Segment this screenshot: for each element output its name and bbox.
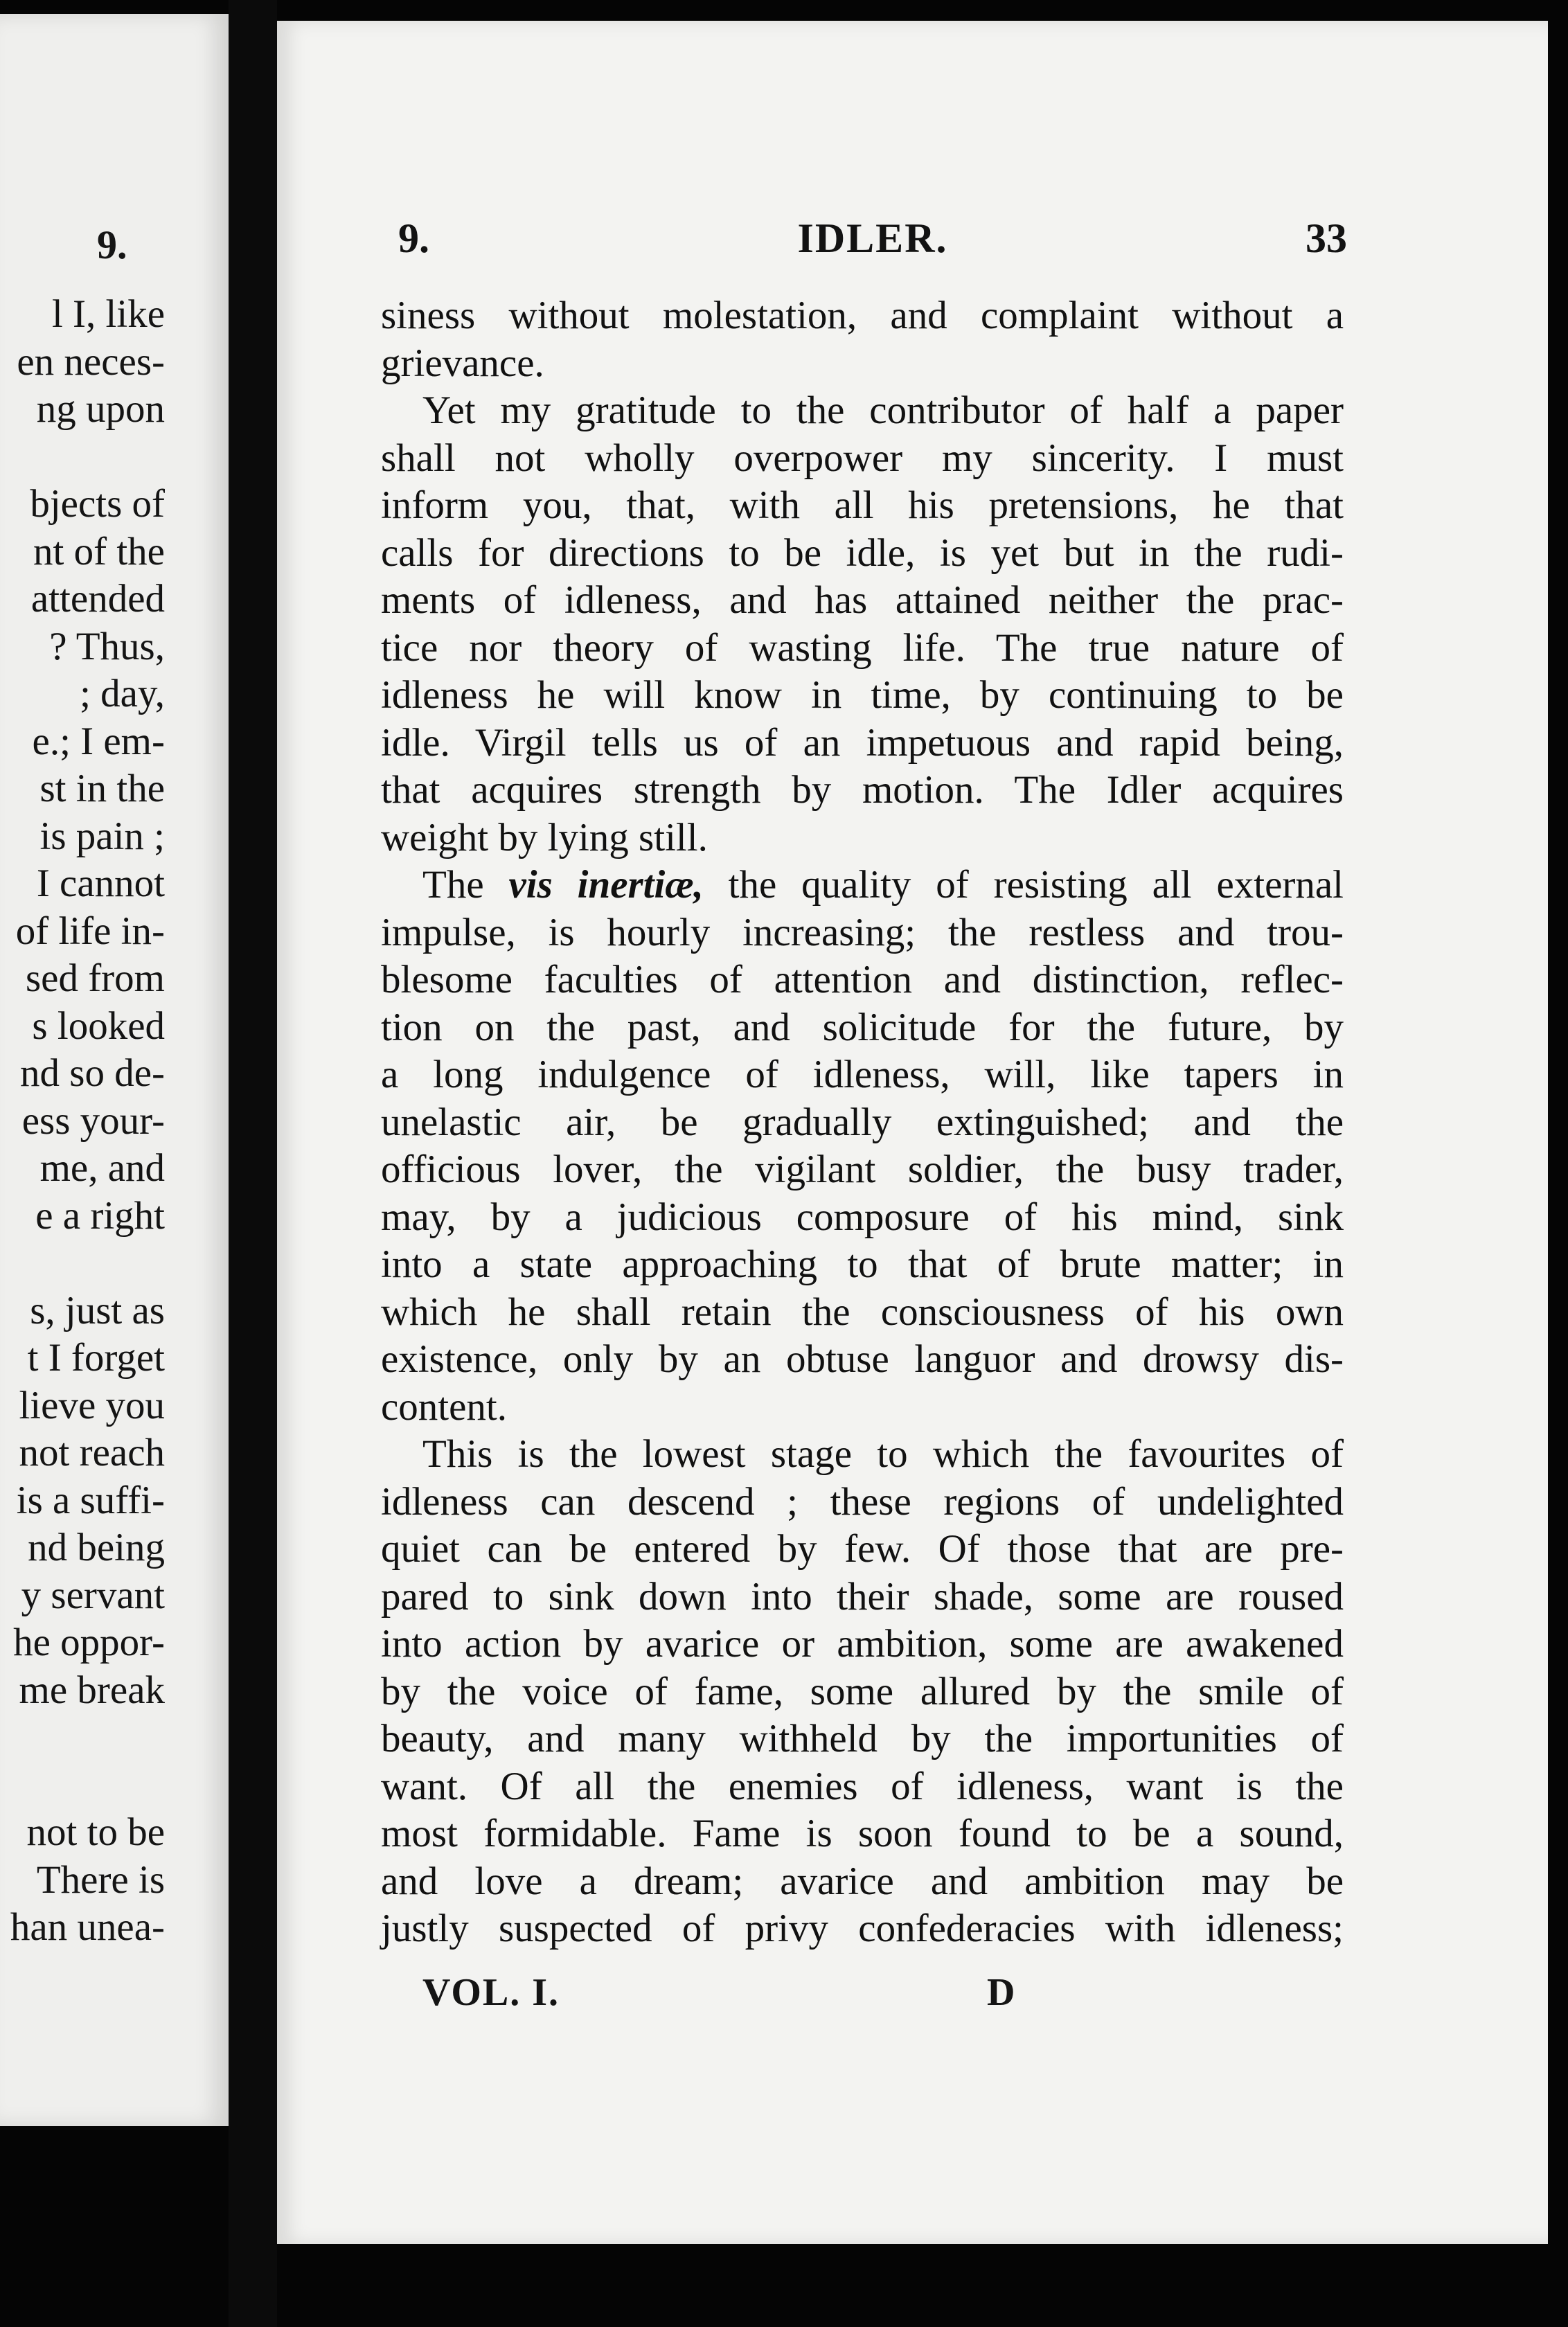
text-line: grievance.: [381, 341, 544, 385]
text-line: idleness he will know in time, by continuing to be: [381, 673, 1344, 717]
left-line: attended: [30, 577, 165, 621]
text-line: content.: [381, 1384, 508, 1429]
text-line: impulse, is hourly increasing; the restless and trou-: [381, 910, 1344, 954]
left-line: han unea-: [10, 1905, 165, 1949]
text-line: calls for directions to be idle, is yet but in the rudi-: [381, 531, 1344, 575]
left-line: of life in-: [15, 909, 165, 953]
text-line: officious lover, the vigilant soldier, the busy trader,: [381, 1148, 1344, 1191]
left-line: bjects of: [30, 482, 165, 526]
left-line: There is: [36, 1857, 165, 1902]
left-line: [10, 1714, 165, 1762]
text-line: idleness can descend ; these regions of undelighted: [381, 1479, 1344, 1524]
text-line: want. Of all the enemies of idleness, want is the: [381, 1764, 1344, 1808]
left-line: s, just as: [30, 1288, 165, 1332]
left-line: [10, 1240, 165, 1287]
text-line: blesome faculties of attention and distinction, reflec-: [381, 958, 1344, 1001]
left-line: not reach: [19, 1431, 165, 1474]
running-title: IDLER.: [797, 215, 948, 261]
text-line: beauty, and many withheld by the importunities of: [381, 1717, 1344, 1760]
volume-label: VOL. I.: [422, 1971, 560, 2014]
text-line: unelastic air, be gradually extinguished; and the: [381, 1100, 1344, 1144]
left-line: ng upon: [36, 387, 165, 431]
left-line: lieve you: [19, 1383, 165, 1427]
text-line: idle. Virgil tells us of an impetuous and rapid being,: [381, 720, 1344, 765]
left-line: me, and: [39, 1146, 165, 1190]
left-page-text: [10, 291, 165, 1952]
italic-phrase: vis inertiæ,: [508, 863, 704, 907]
body-text: [381, 292, 1344, 1953]
text-line: shall not wholly overpower my sincerity. I must: [381, 436, 1344, 480]
text-line: by the voice of fame, some allured by the smile of: [381, 1669, 1344, 1713]
left-line: he oppor-: [13, 1621, 165, 1664]
left-line: me break: [19, 1668, 165, 1712]
text-line: which he shall retain the consciousness of his own: [381, 1290, 1344, 1334]
left-line: sed from: [25, 956, 165, 1000]
left-line: ? Thus,: [49, 624, 165, 668]
text-line: and love a dream; avarice and ambition may be: [381, 1859, 1344, 1903]
book-gutter: [229, 0, 277, 2327]
text-line: existence, only by an obtuse languor and drowsy dis-: [381, 1337, 1344, 1381]
text-segment: the quality of resisting all external: [703, 863, 1344, 907]
left-line: [10, 434, 165, 481]
left-page-header: 9.: [97, 222, 127, 267]
left-line: en neces-: [17, 339, 165, 384]
text-line: that acquires strength by motion. The Idler acquires: [381, 768, 1344, 812]
text-line: ments of idleness, and has attained neither the prac-: [381, 578, 1344, 622]
page-number: 33: [1306, 215, 1347, 261]
text-line: weight by lying still.: [381, 815, 708, 859]
text-line: siness without molestation, and complaint without a: [381, 294, 1344, 337]
text-line-vis-inertiae: [381, 862, 1344, 909]
text-line: tion on the past, and solicitude for the future, by: [381, 1005, 1344, 1049]
left-line: ; day,: [80, 672, 165, 715]
text-line: quiet can be entered by few. Of those that are pre-: [381, 1527, 1344, 1571]
left-line: is pain ;: [39, 814, 165, 858]
text-line: into action by avarice or ambition, some are awakened: [381, 1622, 1344, 1666]
left-line: ess your-: [21, 1098, 165, 1143]
left-line: y servant: [21, 1573, 165, 1617]
number-left: 9.: [398, 215, 429, 261]
left-line: nt of the: [33, 529, 165, 573]
text-line: most formidable. Fame is soon found to be a sound,: [381, 1812, 1344, 1855]
left-line: [10, 1762, 165, 1810]
signature-mark: D: [987, 1971, 1015, 2014]
left-line: nd so de-: [20, 1051, 165, 1095]
left-line: nd being: [28, 1526, 165, 1569]
running-head: [398, 215, 1347, 270]
left-line: not to be: [26, 1810, 165, 1854]
left-line: l I, like: [51, 292, 165, 336]
text-line: tice nor theory of wasting life. The true nature of: [381, 625, 1344, 670]
left-page: [0, 14, 229, 2126]
left-line: is a suffi-: [16, 1478, 165, 1522]
left-line: e.; I em-: [32, 719, 165, 763]
text-line: inform you, that, with all his pretensions, he that: [381, 483, 1344, 527]
text-line: into a state approaching to that of brute matter; in: [381, 1242, 1344, 1286]
text-line: may, by a judicious composure of his mind, sink: [381, 1195, 1344, 1239]
left-line: st in the: [39, 767, 165, 810]
left-line: e a right: [35, 1193, 165, 1238]
left-line: t I forget: [27, 1336, 165, 1380]
text-line: Yet my gratitude to the contributor of half a paper: [422, 389, 1344, 432]
left-line: s looked: [32, 1004, 165, 1048]
main-page: [277, 21, 1548, 2244]
text-line: This is the lowest stage to which the favourites of: [422, 1432, 1344, 1476]
text-line: a long indulgence of idleness, will, like tapers in: [381, 1053, 1344, 1096]
text-line: justly suspected of privy confederacies with idleness;: [381, 1907, 1344, 1950]
text-segment: The: [422, 863, 509, 907]
text-line: pared to sink down into their shade, some are roused: [381, 1574, 1344, 1619]
left-line: I cannot: [36, 862, 165, 905]
